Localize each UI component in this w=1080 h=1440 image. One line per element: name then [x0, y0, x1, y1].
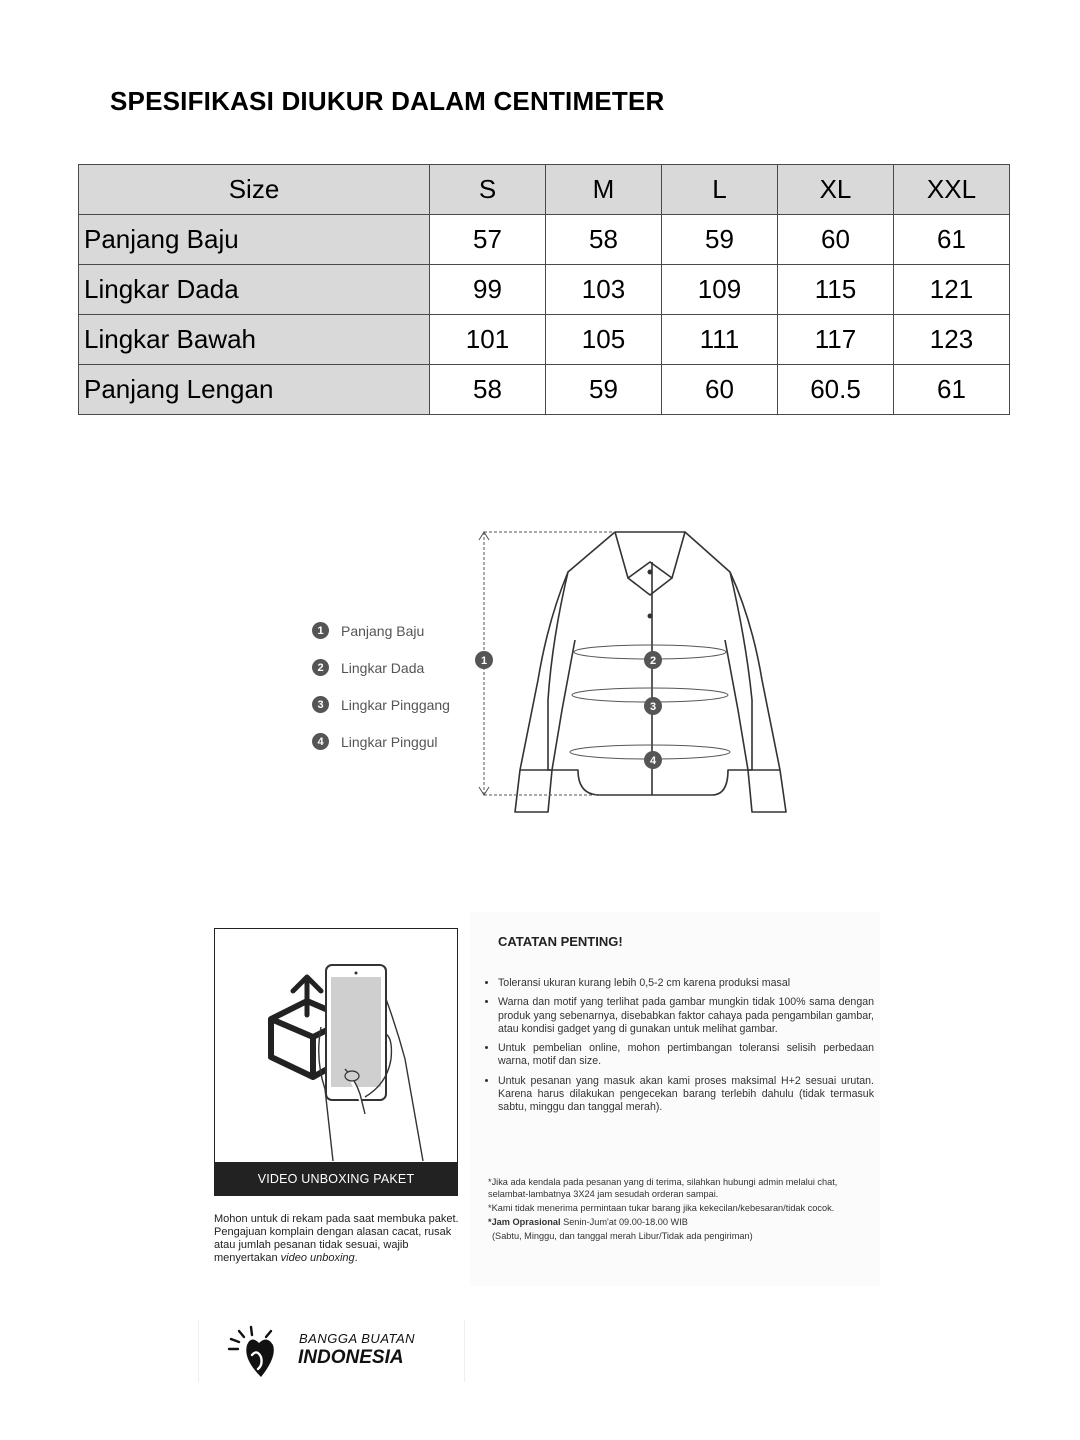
table-row: [79, 315, 1010, 365]
table-cell: 60.5: [778, 365, 894, 415]
table-row: [79, 215, 1010, 265]
list-item: • Untuk pesanan yang masuk akan kami proses maksimal H+2 sesuai urutan. Karena harus dilakukan pengecekan barang terlebih dahulu (tidak termasuk sabtu, minggu dan tanggal merah).: [498, 1075, 874, 1115]
header-size-col: M: [546, 165, 662, 215]
hours-label: *Jam Oprasional: [488, 1217, 561, 1227]
phone-box-icon: [215, 929, 457, 1161]
unboxing-text-end: .: [354, 1252, 358, 1264]
table-cell: 59: [546, 365, 662, 415]
marker-number: 4: [649, 755, 657, 767]
hours-note: (Sabtu, Minggu, dan tanggal merah Libur/Tidak ada pengiriman): [492, 1231, 753, 1241]
table-cell: 115: [778, 265, 894, 315]
unboxing-instructions: [214, 1213, 464, 1265]
unboxing-panel: [214, 928, 458, 1196]
table-cell: 61: [894, 365, 1010, 415]
logo-text-top: BANGGA BUATAN: [299, 1331, 416, 1346]
table-cell: 57: [430, 215, 546, 265]
legend-number: 2: [312, 659, 329, 676]
header-size-col: XL: [778, 165, 894, 215]
page-title: SPESIFIKASI DIUKUR DALAM CENTIMETER: [110, 86, 665, 116]
legend-label: Panjang Baju: [341, 622, 425, 639]
table-row: [79, 365, 1010, 415]
footnote: *Jika ada kendala pada pesanan yang di terima, silahkan hubungi admin melalui chat, selambat-lambatnya 3X24 jam sesudah orderan sampai.: [488, 1177, 838, 1199]
header-size-col: XXL: [894, 165, 1010, 215]
logo-text-bottom: INDONESIA: [298, 1347, 404, 1368]
heart-logo-icon: [225, 1325, 285, 1381]
legend-number: 3: [312, 696, 329, 713]
legend-number: 1: [312, 622, 329, 639]
unboxing-text: Mohon untuk di rekam pada saat membuka paket. Pengajuan komplain dengan alasan cacat, rusak atau jumlah pesanan tidak sesuai, wajib menyertakan: [214, 1213, 459, 1264]
table-cell: 60: [662, 365, 778, 415]
header-size: Size: [79, 165, 430, 215]
marker-number: 3: [649, 701, 657, 713]
table-cell: 117: [778, 315, 894, 365]
table-cell: 105: [546, 315, 662, 365]
shirt-measurement-diagram: [300, 520, 800, 820]
row-label: Panjang Baju: [79, 215, 430, 265]
bangga-buatan-indonesia-logo: [198, 1320, 465, 1382]
table-cell: 101: [430, 315, 546, 365]
unboxing-emphasis: video unboxing: [280, 1252, 355, 1264]
table-cell: 111: [662, 315, 778, 365]
table-cell: 123: [894, 315, 1010, 365]
table-row: [79, 265, 1010, 315]
size-chart-table: [78, 164, 1010, 415]
table-header-row: [79, 165, 1010, 215]
list-item: • Toleransi ukuran kurang lebih 0,5-2 cm karena produksi masal: [498, 977, 874, 990]
row-label: Panjang Lengan: [79, 365, 430, 415]
table-cell: 60: [778, 215, 894, 265]
table-cell: 59: [662, 215, 778, 265]
operating-hours: [488, 1216, 878, 1228]
table-cell: 109: [662, 265, 778, 315]
marker-number: 1: [480, 655, 488, 667]
list-item: • Untuk pembelian online, mohon pertimbangan toleransi selisih perbedaan warna, motif dan size.: [498, 1042, 874, 1069]
header-size-col: L: [662, 165, 778, 215]
important-notes: [470, 912, 880, 1286]
legend-label: Lingkar Pinggang: [341, 696, 450, 713]
legend-label: Lingkar Dada: [341, 659, 425, 676]
legend-number: 4: [312, 733, 329, 750]
footnote: *Kami tidak menerima permintaan tukar barang jika kekecilan/kebesaran/tidak cocok.: [488, 1203, 835, 1213]
row-label: Lingkar Dada: [79, 265, 430, 315]
list-item: • Warna dan motif yang terlihat pada gambar mungkin tidak 100% sama dengan produk yang sebenarnya, disebabkan faktor cahaya pada pengambilan gambar, atau kondisi gadget yang di gunakan untuk melihat gambar.: [498, 996, 874, 1036]
table-cell: 58: [430, 365, 546, 415]
marker-number: 2: [649, 655, 657, 667]
table-cell: 99: [430, 265, 546, 315]
header-size-col: S: [430, 165, 546, 215]
table-cell: 61: [894, 215, 1010, 265]
hours-value: Senin-Jum'at 09.00-18.00 WIB: [560, 1217, 688, 1227]
footnotes: [488, 1176, 878, 1244]
row-label: Lingkar Bawah: [79, 315, 430, 365]
table-cell: 58: [546, 215, 662, 265]
legend-label: Lingkar Pinggul: [341, 733, 438, 750]
table-cell: 103: [546, 265, 662, 315]
notes-title: CATATAN PENTING!: [498, 934, 623, 949]
unboxing-label: VIDEO UNBOXING PAKET: [214, 1162, 458, 1196]
notes-list: [482, 977, 874, 1121]
table-cell: 121: [894, 265, 1010, 315]
